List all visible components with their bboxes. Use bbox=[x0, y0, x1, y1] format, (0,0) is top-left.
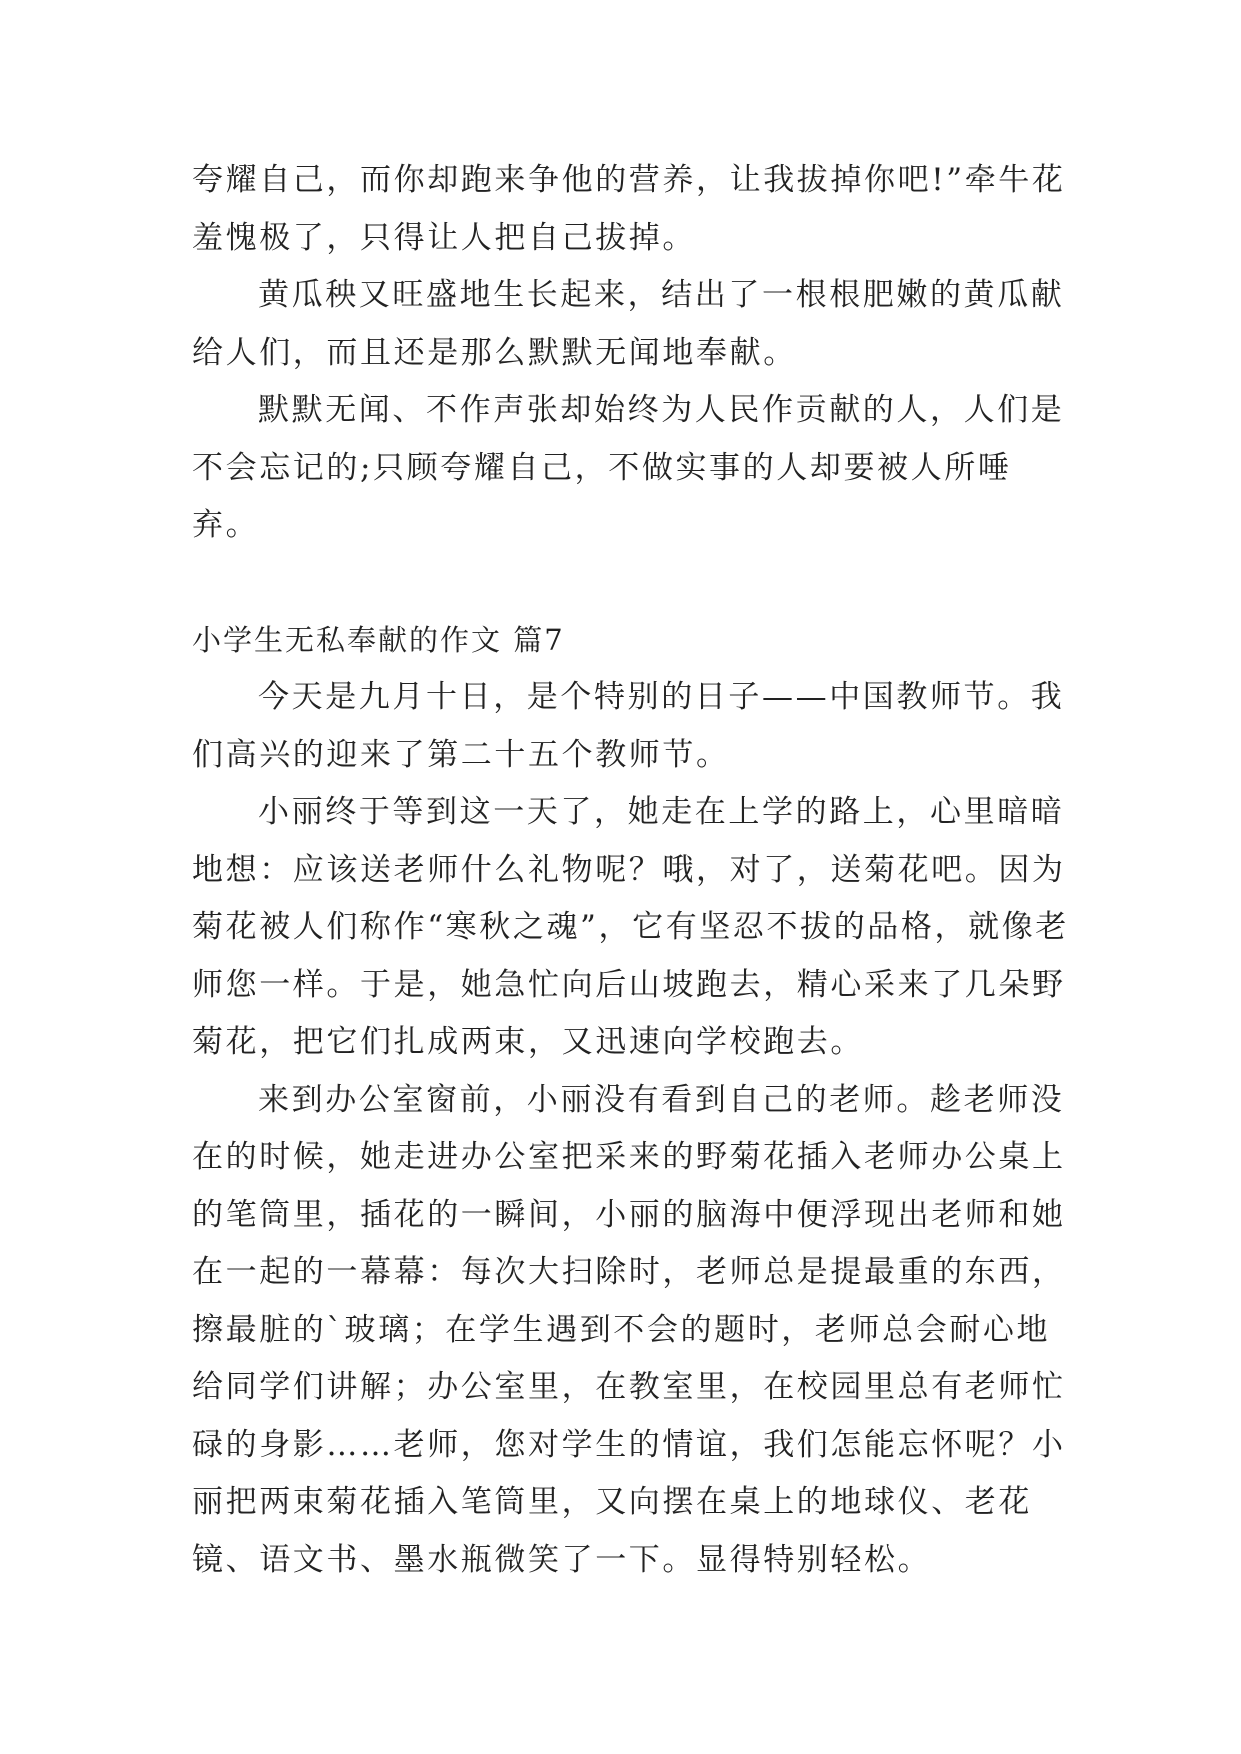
paragraph-cucumber: 黄瓜秧又旺盛地生长起来，结出了一根根肥嫩的黄瓜献给人们，而且还是那么默默无闻地奉献。 bbox=[192, 277, 1065, 371]
paragraph-teachers-day: 今天是九月十日，是个特别的日子——中国教师节。我们高兴的迎来了第二十五个教师节。 bbox=[192, 679, 1065, 773]
section-heading: 小学生无私奉献的作文 篇7 bbox=[192, 622, 565, 657]
paragraph-moral: 默默无闻、不作声张却始终为人民作贡献的人，人们是不会忘记的;只顾夸耀自己，不做实事的人却要被人所唾弃。 bbox=[192, 392, 1065, 543]
paragraph-continuation: 夸耀自己，而你却跑来争他的营养，让我拔掉你吧!”牵牛花羞愧极了，只得让人把自己拔掉。 bbox=[192, 162, 1066, 256]
document-body bbox=[192, 152, 1072, 1589]
paragraph-office: 来到办公室窗前，小丽没有看到自己的老师。趁老师没在的时候，她走进办公室把采来的野菊花插入老师办公桌上的笔筒里，插花的一瞬间，小丽的脑海中便浮现出老师和她在一起的一幕幕：每次大扫除时，老师总是提最重的东西，擦最脏的`玻璃；在学生遇到不会的题时，老师总会耐心地给同学们讲解；办公室里，在教室里，在校园里总有老师忙碌的身影……老师，您对学生的情谊，我们怎能忘怀呢？小丽把两束菊花插入笔筒里，又向摆在桌上的地球仪、老花镜、语文书、墨水瓶微笑了一下。显得特别轻松。 bbox=[192, 1081, 1066, 1578]
paragraph-chrysanthemum: 小丽终于等到这一天了，她走在上学的路上，心里暗暗地想：应该送老师什么礼物呢？哦，对了，送菊花吧。因为菊花被人们称作“寒秋之魂”，它有坚忍不拔的品格，就像老师您一样。于是，她急忙向后山坡跑去，精心采来了几朵野菊花，把它们扎成两束，又迅速向学校跑去。 bbox=[192, 794, 1069, 1060]
